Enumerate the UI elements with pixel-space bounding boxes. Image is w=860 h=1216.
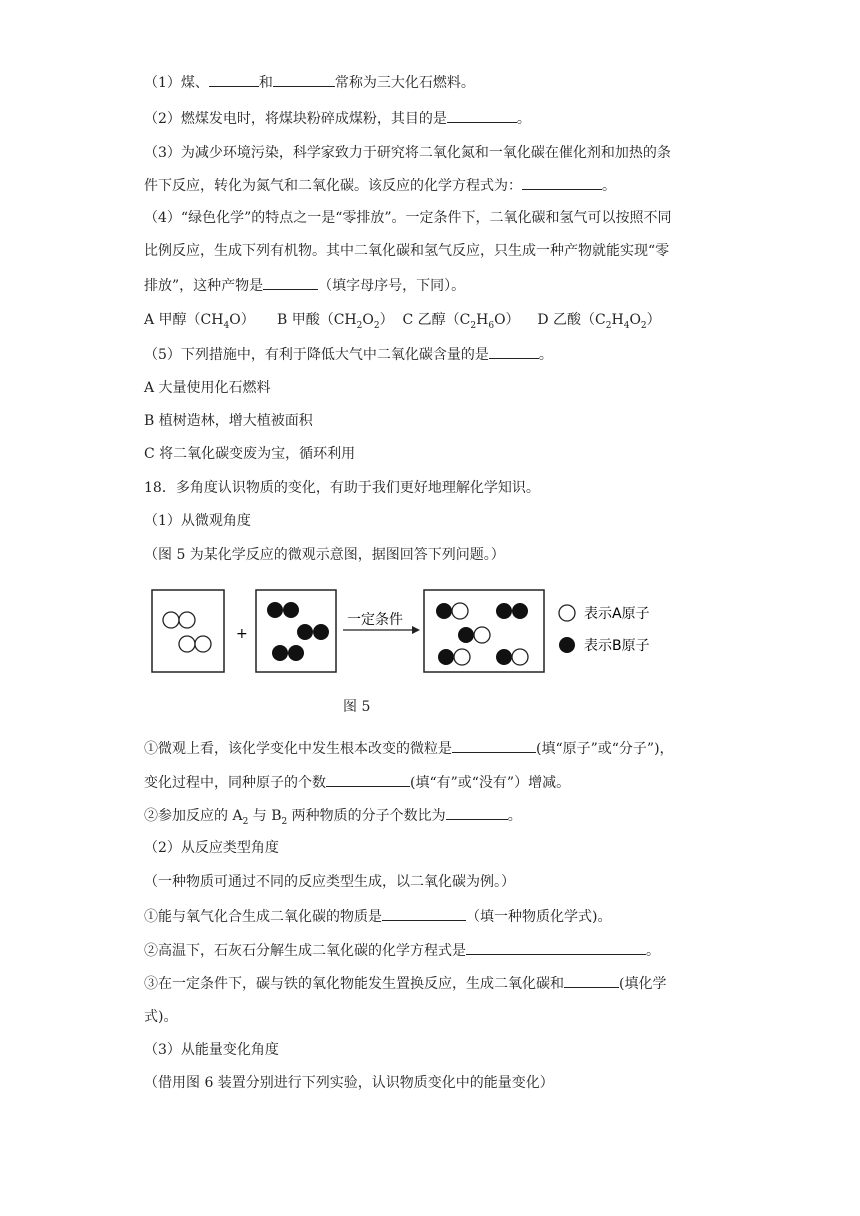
answer-blank[interactable] [209, 72, 259, 87]
a-atom [195, 636, 211, 652]
q18-q2: ②参加反应的 $A_2$ 与 $B_2$ 两种物质的分子个数比为 。 [144, 805, 522, 832]
b-atom [458, 627, 474, 643]
option-d: D 乙酸$(C_2H_4O_2)$ [537, 312, 661, 331]
figure-caption: 图 5 [343, 699, 371, 715]
answer-blank[interactable] [564, 973, 619, 988]
q18-r1: ①能与氧气化合生成二氧化碳的物质是 （填一种物质化学式)。 [144, 906, 611, 927]
q17-part5-option-c: C 将二氧化碳变废为宝，循环利用 [144, 446, 356, 462]
text: （5）下列措施中，有利于降低大气中二氧化碳含量的是 [144, 347, 489, 363]
option-b: B 甲酸$(CH_2O_2)$ [276, 312, 394, 331]
answer-blank[interactable] [489, 344, 539, 359]
answer-blank[interactable] [447, 108, 517, 123]
text: 和 [258, 75, 273, 91]
legend-b-label: 表示B原子 [584, 638, 650, 654]
b-atom [283, 602, 299, 618]
legend-a-swatch [559, 605, 575, 621]
answer-blank[interactable] [263, 275, 318, 290]
b-atom [436, 603, 452, 619]
option-a: A 甲醇$(CH_4O)$ [144, 312, 255, 331]
q17-part4-line1: （4）“绿色化学”的特点之一是“零排放”。一定条件下，二氧化碳和氢气可以按照不同 [144, 210, 672, 226]
legend-b-swatch [559, 637, 575, 653]
a-atom [474, 627, 490, 643]
text: ①微观上看，该化学变化中发生根本改变的微粒是 [144, 741, 452, 757]
a-atom [452, 603, 468, 619]
b-atom [288, 645, 304, 661]
q17-part4-line3 [144, 275, 465, 296]
q18-r3-line2: 式)。 [144, 1009, 178, 1025]
a-atom [512, 649, 528, 665]
plus-sign: + [236, 626, 248, 642]
text: (填“原子”或“分子”)， [536, 741, 674, 757]
q18-section1-note: （图 5 为某化学反应的微观示意图，据图回答下列问题。） [144, 547, 505, 563]
a-atom [179, 612, 195, 628]
text: 常称为三大化石燃料。 [334, 75, 475, 91]
option-c: C 乙醇$(C_2H_6O)$ [402, 312, 520, 331]
q17-part5 [144, 344, 553, 365]
b-atom [313, 624, 329, 640]
text: 变化过程中，同种原子的个数 [144, 775, 326, 791]
b-atom [438, 649, 454, 665]
arrow-head [412, 626, 420, 634]
text: （填字母序号，下同）。 [318, 278, 466, 294]
text: 。 [602, 178, 616, 194]
q17-part4-line2: 比例反应，生成下列有机物。其中二氧化碳和氢气反应，只生成一种产物就能实现“零 [144, 243, 670, 259]
answer-blank[interactable] [522, 175, 602, 190]
text: 。 [538, 347, 553, 363]
answer-blank[interactable] [326, 772, 410, 787]
q18-section2-note: （一种物质可通过不同的反应类型生成，以二氧化碳为例。） [144, 874, 515, 890]
q17-options [144, 310, 661, 336]
text: (填“有”或“没有”）增减。 [410, 775, 571, 791]
a-atom [179, 636, 195, 652]
answer-blank[interactable] [446, 805, 508, 820]
b-atom [297, 624, 313, 640]
reactant-box-a [152, 590, 224, 672]
q18-section3-note: （借用图 6 装置分别进行下列实验，认识物质变化中的能量变化） [144, 1075, 554, 1091]
b-atom [496, 649, 512, 665]
q18-title: 18．多角度认识物质的变化，有助于我们更好地理解化学知识。 [144, 480, 540, 496]
q17-part3-line1: （3）为减少环境污染，科学家致力于研究将二氧化氮和一氧化碳在催化剂和加热的条 [144, 145, 671, 161]
text: 。 [516, 111, 531, 127]
q17-part5-option-b: B 植树造林，增大植被面积 [144, 413, 313, 429]
q17-part2 [144, 108, 531, 129]
text: （2）燃煤发电时，将煤块粉碎成煤粉，其目的是 [144, 111, 447, 127]
q17-part3-line2 [144, 175, 616, 196]
text: 件下反应，转化为氮气和二氧化碳。该反应的化学方程式为： [144, 178, 522, 194]
b-atom [496, 603, 512, 619]
q18-q1-line1 [144, 738, 674, 759]
q18-section3: （3）从能量变化角度 [144, 1042, 279, 1058]
answer-blank[interactable] [452, 738, 536, 753]
a-atom [454, 649, 470, 665]
reaction-condition: 一定条件 [347, 612, 403, 628]
q18-section1: （1）从微观角度 [144, 513, 251, 529]
b-atom [512, 603, 528, 619]
answer-blank[interactable] [382, 906, 466, 921]
text: （1）煤、 [144, 75, 209, 91]
q17-part5-option-a: A 大量使用化石燃料 [144, 380, 271, 396]
answer-blank[interactable] [466, 940, 646, 955]
q18-q1-line2 [144, 772, 570, 793]
q18-r2: ②高温下，石灰石分解生成二氧化碳的化学方程式是 。 [144, 940, 660, 961]
q17-part1 [144, 72, 475, 93]
text: 排放”，这种产物是 [144, 278, 264, 294]
a-atom [163, 612, 179, 628]
reaction-diagram [150, 586, 670, 696]
b-atom [272, 645, 288, 661]
answer-blank[interactable] [273, 72, 335, 87]
q18-r3-line1: ③在一定条件下，碳与铁的氧化物能发生置换反应，生成二氧化碳和 (填化学 [144, 973, 666, 994]
legend-a-label: 表示A原子 [584, 606, 650, 622]
b-atom [267, 602, 283, 618]
q18-section2: （2）从反应类型角度 [144, 840, 279, 856]
